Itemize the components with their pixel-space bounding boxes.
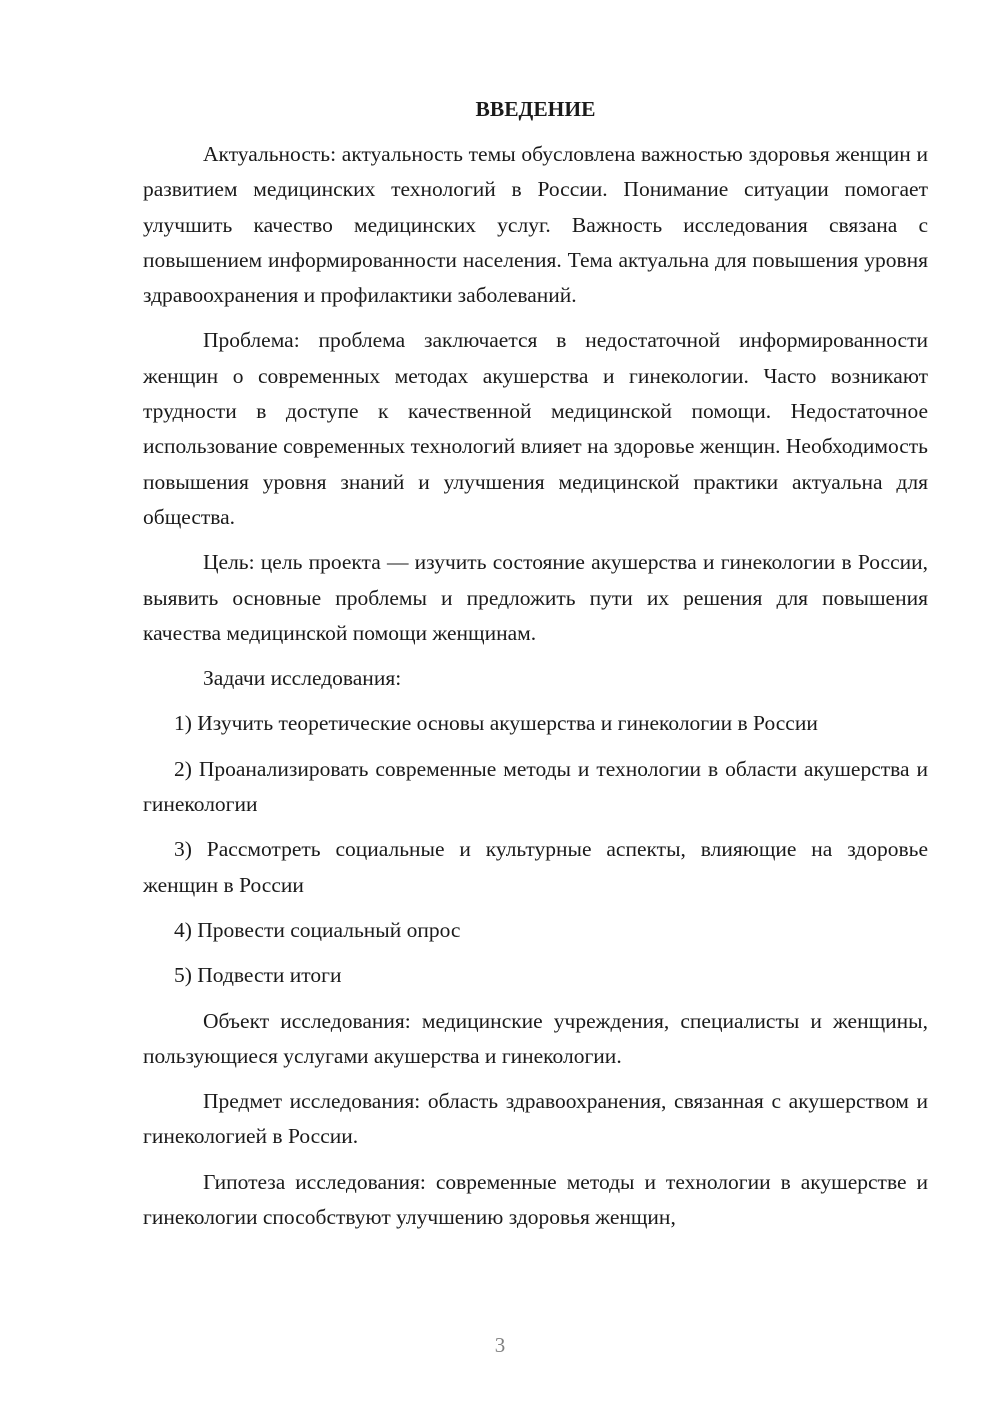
paragraph-tasks-heading: Задачи исследования: bbox=[203, 666, 402, 691]
task-item-2: 2) Проанализировать современные методы и технологии в области акушерства и гинекологии bbox=[143, 756, 928, 817]
task-item-4: 4) Провести социальный опрос bbox=[174, 917, 461, 942]
task-item-5: 5) Подвести итоги bbox=[174, 963, 342, 988]
paragraph-problem: Проблема: проблема заключается в недостаточной информированности женщин о современных методах акушерства и гинекологии. Часто возникают трудности в доступе к качественной медицинской помощи. Недостаточное использование современных технологий влияет на здоровье женщин. Необходимость повышения уровня знаний и улучшения медицинской практики актуальна для общества. bbox=[143, 328, 928, 529]
task-item-1: 1) Изучить теоретические основы акушерства и гинекологии в России bbox=[174, 711, 818, 736]
document-page bbox=[143, 92, 928, 1245]
task-item-3: 3) Рассмотреть социальные и культурные аспекты, влияющие на здоровье женщин в России bbox=[143, 837, 928, 897]
page-number: 3 bbox=[494, 1333, 506, 1357]
paragraph-object: Объект исследования: медицинские учреждения, специалисты и женщины, пользующиеся услугами акушерства и гинекологии. bbox=[143, 1008, 928, 1068]
paragraph-subject: Предмет исследования: область здравоохранения, связанная с акушерством и гинекологией в России. bbox=[143, 1089, 928, 1149]
paragraph-goal: Цель: цель проекта — изучить состояние акушерства и гинекологии в России, выявить основные проблемы и предложить пути их решения для повышения качества медицинской помощи женщинам. bbox=[143, 550, 928, 645]
section-title: ВВЕДЕНИЕ bbox=[475, 97, 596, 121]
paragraph-relevance: Актуальность: актуальность темы обусловлена важностью здоровья женщин и развитием медицинских технологий в России. Понимание ситуации помогает улучшить качество медицинских услуг. Важность исследования связана с повышением информированности населения. Тема актуальна для повышения уровня здравоохранения и профилактики заболеваний. bbox=[143, 142, 928, 308]
paragraph-hypothesis: Гипотеза исследования: современные методы и технологии в акушерстве и гинекологии способствуют улучшению здоровья женщин, bbox=[143, 1169, 928, 1230]
